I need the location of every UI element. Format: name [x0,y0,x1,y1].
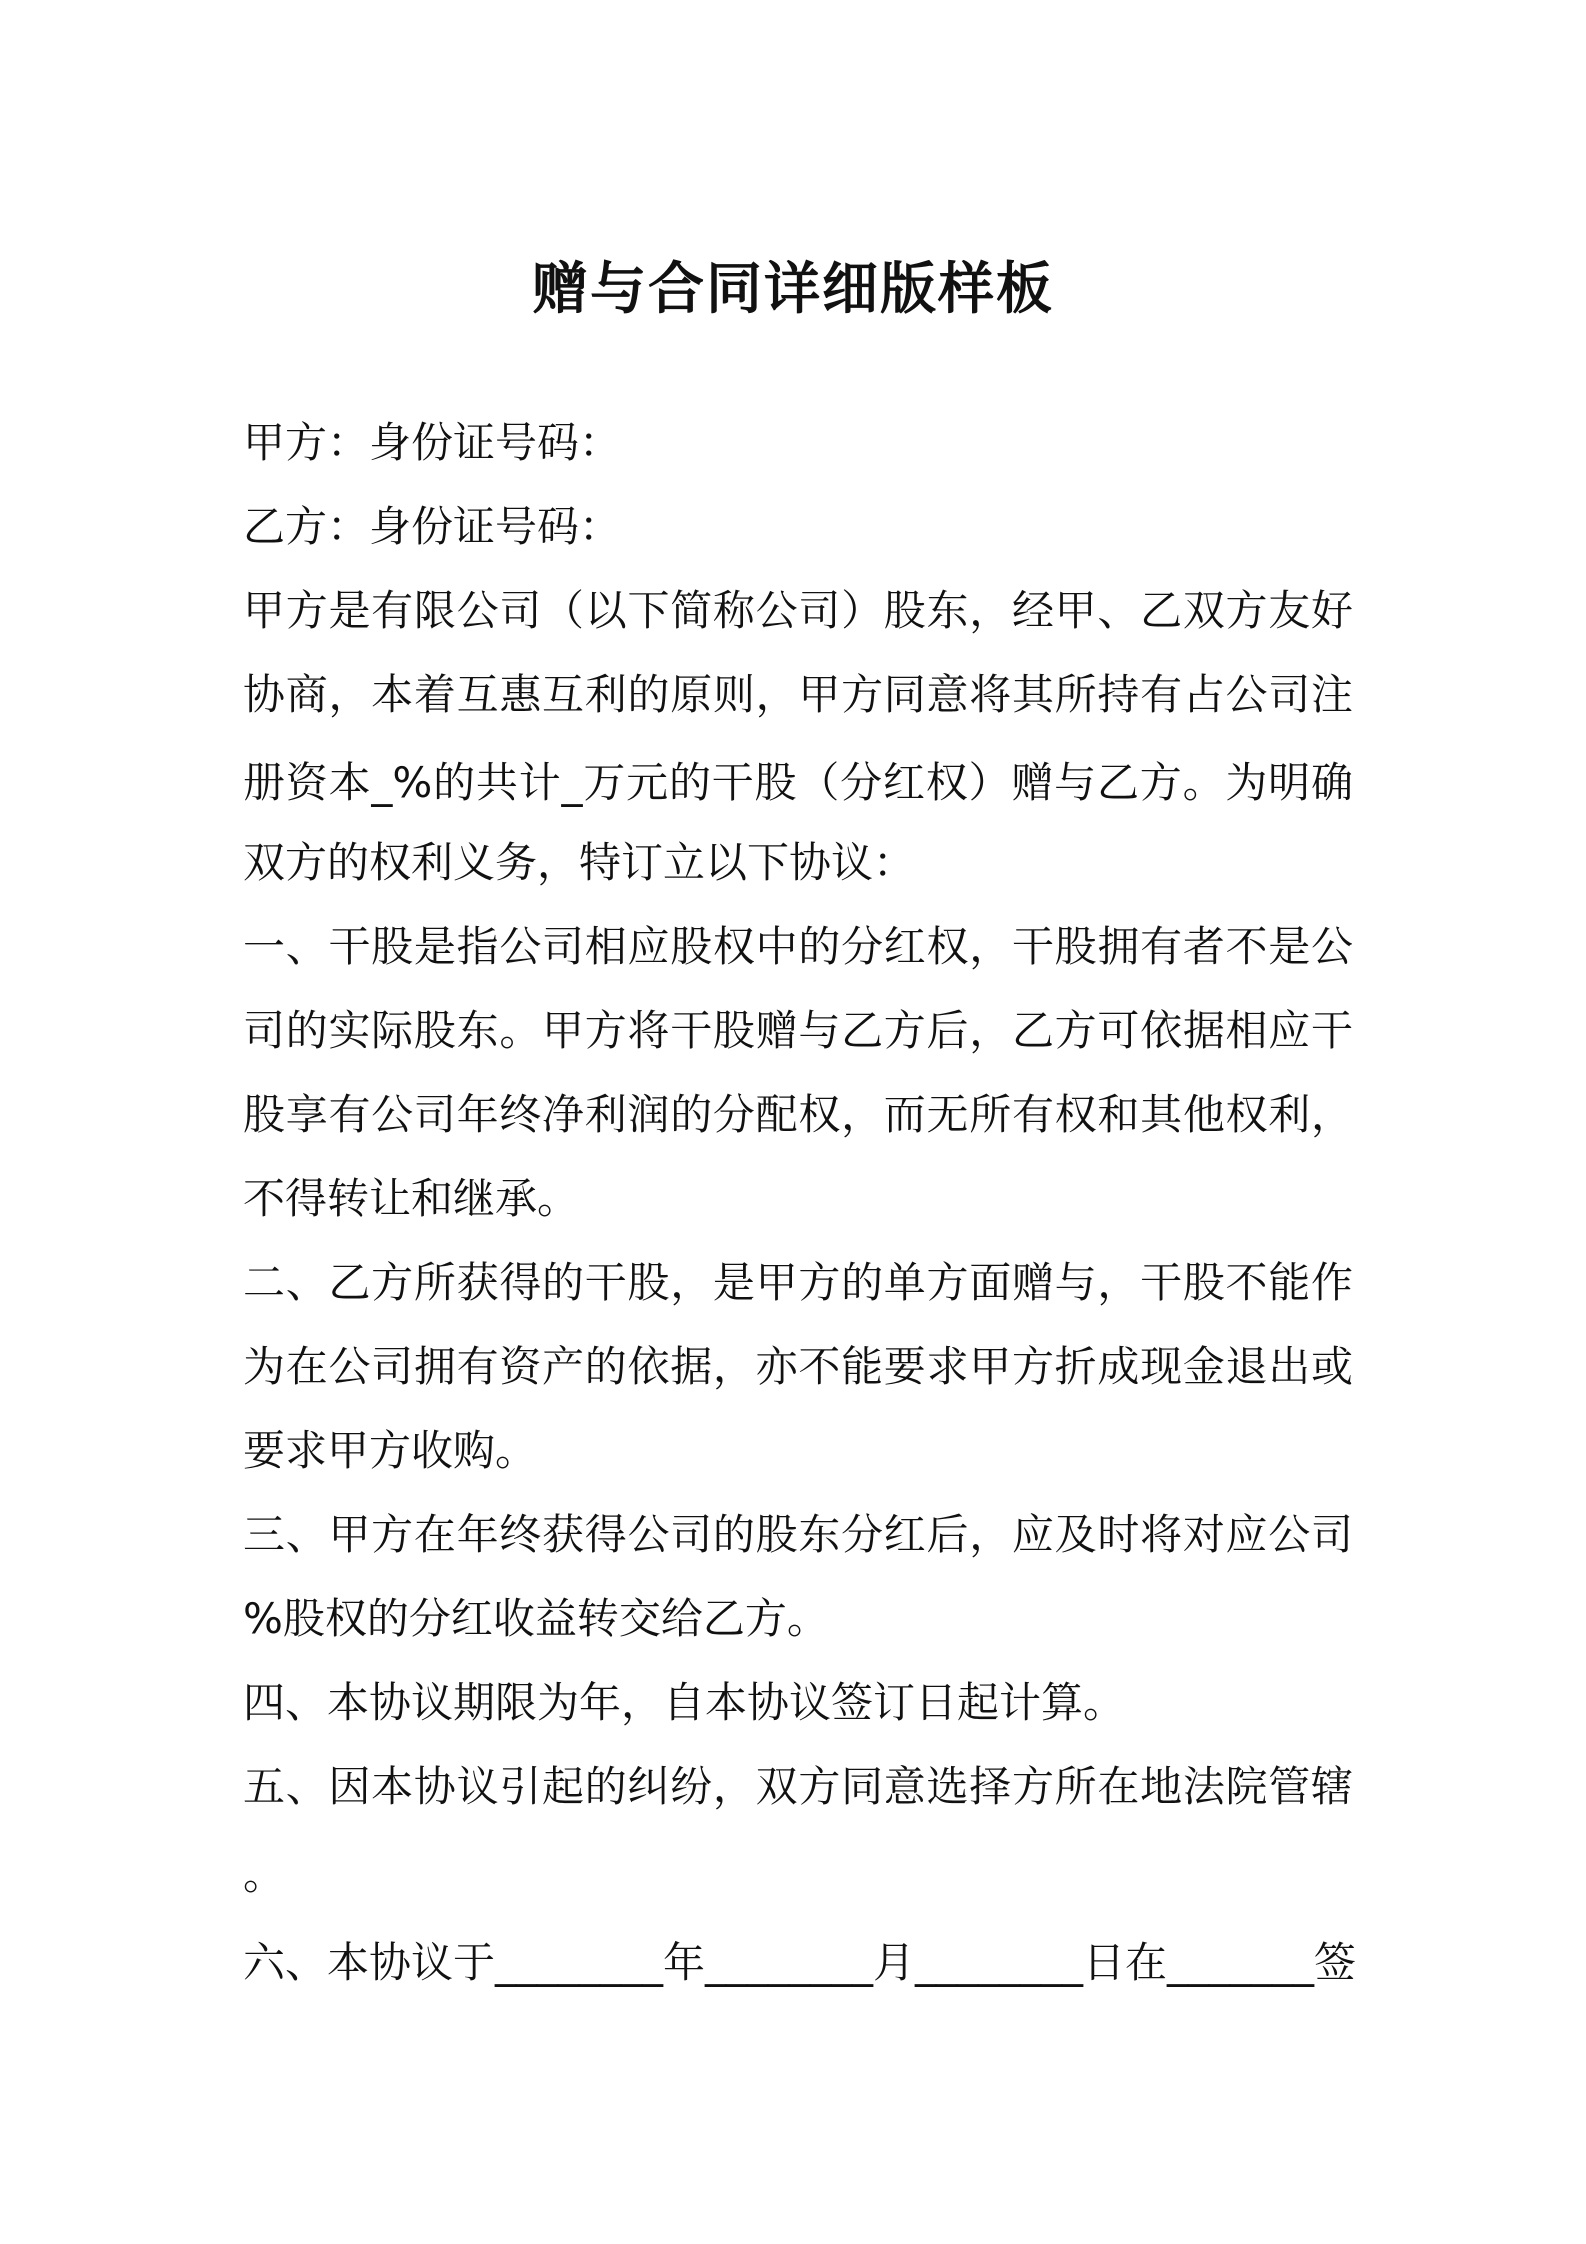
clause-4-line: 四、本协议期限为年，自本协议签订日起计算。 [243,1678,1126,1727]
paragraph-line: 双方的权利义务，特订立以下协议： [243,838,916,887]
party-a-line: 甲方：身份证号码： [243,418,622,467]
clause-1-line: 不得转让和继承。 [243,1174,580,1223]
clause-1-line: 一、干股是指公司相应股权中的分红权，干股拥有者不是公 [243,922,1353,971]
paragraph-line: 甲方是有限公司（以下简称公司）股东，经甲、乙双方友好 [243,586,1353,635]
paragraph-line: 协商，本着互惠互利的原则，甲方同意将其所持有占公司注 [243,670,1353,719]
clause-3-line: 三、甲方在年终获得公司的股东分红后，应及时将对应公司 [243,1510,1353,1559]
document-title: 赠与合同详细版样板 [532,257,1054,322]
clause-1-line: 司的实际股东。甲方将干股赠与乙方后，乙方可依据相应干 [243,1006,1353,1055]
paragraph-line: 册资本_%的共计_万元的干股（分红权）赠与乙方。为明确 [243,758,1353,807]
clause-3-line: %股权的分红收益转交给乙方。 [243,1594,829,1643]
party-b-line: 乙方：身份证号码： [243,502,622,551]
clause-5-line: 五、因本协议引起的纠纷，双方同意选择方所在地法院管辖 [243,1762,1353,1811]
clause-2-line: 为在公司拥有资产的依据，亦不能要求甲方折成现金退出或 [243,1342,1353,1391]
clause-5-line: 。 [243,1850,286,1899]
clause-6-line: 六、本协议于________年________月________日在_______签 [243,1938,1357,1987]
clause-2-line: 二、乙方所获得的干股，是甲方的单方面赠与，干股不能作 [243,1258,1353,1307]
clause-2-line: 要求甲方收购。 [243,1426,538,1475]
clause-1-line: 股享有公司年终净利润的分配权，而无所有权和其他权利， [243,1090,1353,1139]
